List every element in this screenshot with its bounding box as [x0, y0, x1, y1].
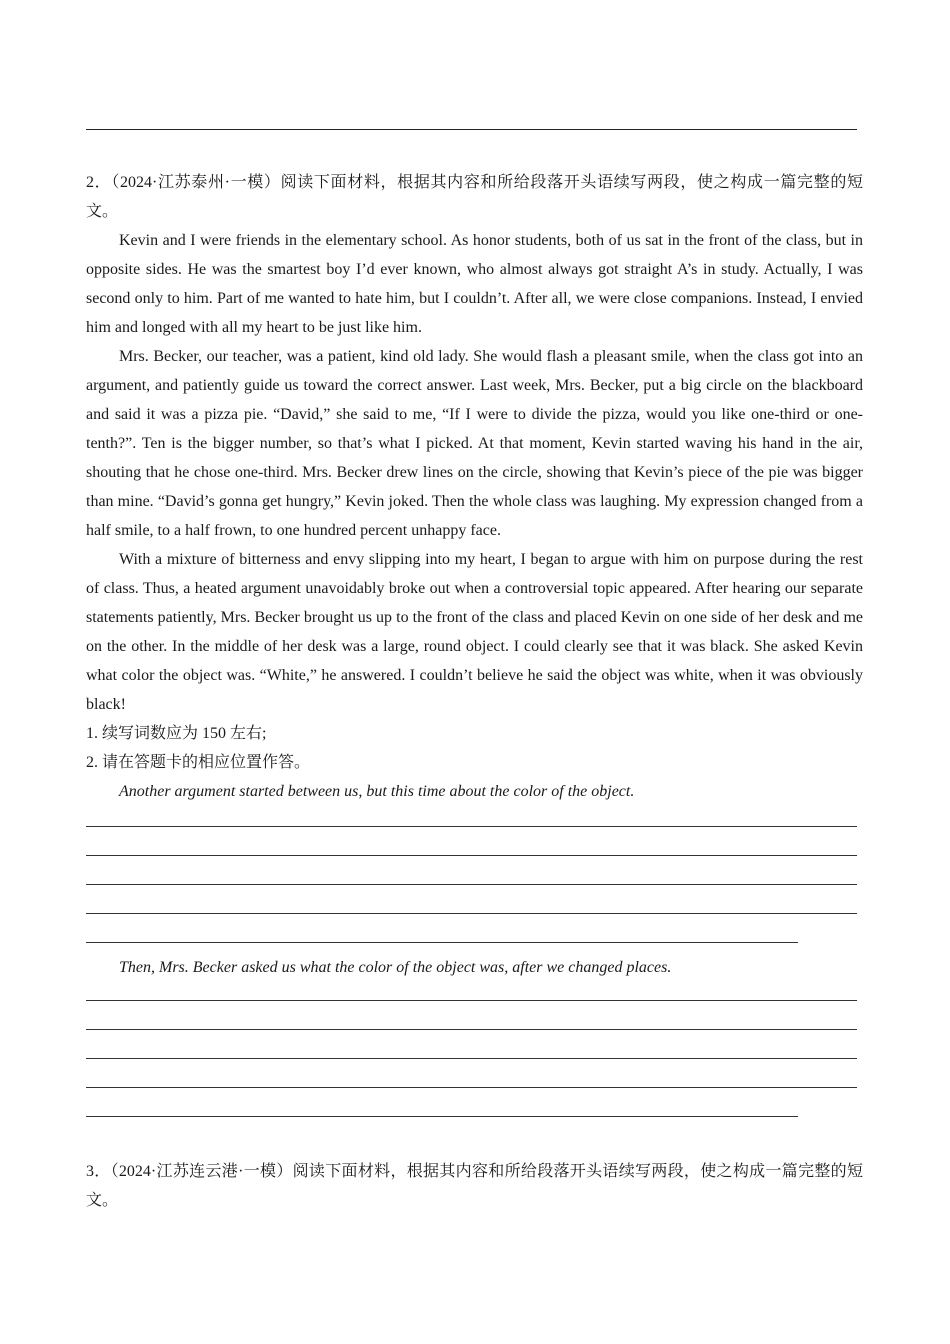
question-3-heading: 3．（2024·江苏连云港·一模）阅读下面材料，根据其内容和所给段落开头语续写两段，使之构成一篇完整的短文。 — [86, 1163, 863, 1209]
question-3 — [86, 1157, 863, 1215]
answer-line[interactable] — [86, 884, 857, 885]
answer-line[interactable] — [86, 1087, 857, 1088]
prompt-2-block — [86, 953, 863, 982]
question-2 — [86, 168, 863, 806]
answer-line[interactable] — [86, 1116, 798, 1117]
continuation-prompt-2: Then, Mrs. Becker asked us what the color of the object was, after we changed places. — [119, 959, 672, 976]
continuation-prompt-1: Another argument started between us, but this time about the color of the object. — [119, 783, 635, 800]
top-divider — [86, 129, 857, 130]
answer-line[interactable] — [86, 1029, 857, 1030]
requirement-2: 2. 请在答题卡的相应位置作答。 — [86, 754, 311, 771]
passage-paragraph-1: Kevin and I were friends in the elementary school. As honor students, both of us sat in the front of the class, but in opposite sides. He was the smartest boy I’d ever known, who almost always got straight A’s in study. Actually, I was second only to him. Part of me wanted to hate him, but I couldn’t. After all, we were close companions. Instead, I envied him and longed with all my heart to be just like him. — [86, 232, 863, 336]
answer-line[interactable] — [86, 1000, 857, 1001]
answer-line[interactable] — [86, 855, 857, 856]
passage-paragraph-3: With a mixture of bitterness and envy slipping into my heart, I began to argue with him on purpose during the rest of class. Thus, a heated argument unavoidably broke out when a controversial topic appeared. After hearing our separate statements patiently, Mrs. Becker brought us up to the front of the class and placed Kevin on one side of her desk and me on the other. In the middle of her desk was a large, round object. I could clearly see that it was black. She asked Kevin what color the object was. “White,” he answered. I couldn’t believe he said the object was white, when it was obviously black! — [86, 551, 863, 713]
requirement-1: 1. 续写词数应为 150 左右; — [86, 725, 267, 742]
answer-line[interactable] — [86, 826, 857, 827]
answer-line[interactable] — [86, 1058, 857, 1059]
passage-paragraph-2: Mrs. Becker, our teacher, was a patient, kind old lady. She would flash a pleasant smile, when the class got into an argument, and patiently guide us toward the correct answer. Last week, Mrs. Becker, put a big circle on the blackboard and said it was a pizza pie. “David,” she said to me, “If I were to divide the pizza, would you like one-third or one-tenth?”. Ten is the bigger number, so that’s what I picked. At that moment, Kevin started waving his hand in the air, shouting that he chose one-third. Mrs. Becker drew lines on the circle, showing that Kevin’s piece of the pie was bigger than mine. “David’s gonna get hungry,” Kevin joked. Then the whole class was laughing. My expression changed from a half smile, to a half frown, to one hundred percent unhappy face. — [86, 348, 863, 539]
answer-line[interactable] — [86, 913, 857, 914]
answer-line[interactable] — [86, 942, 798, 943]
question-2-heading: 2．（2024·江苏泰州·一模）阅读下面材料，根据其内容和所给段落开头语续写两段，使之构成一篇完整的短文。 — [86, 174, 863, 220]
